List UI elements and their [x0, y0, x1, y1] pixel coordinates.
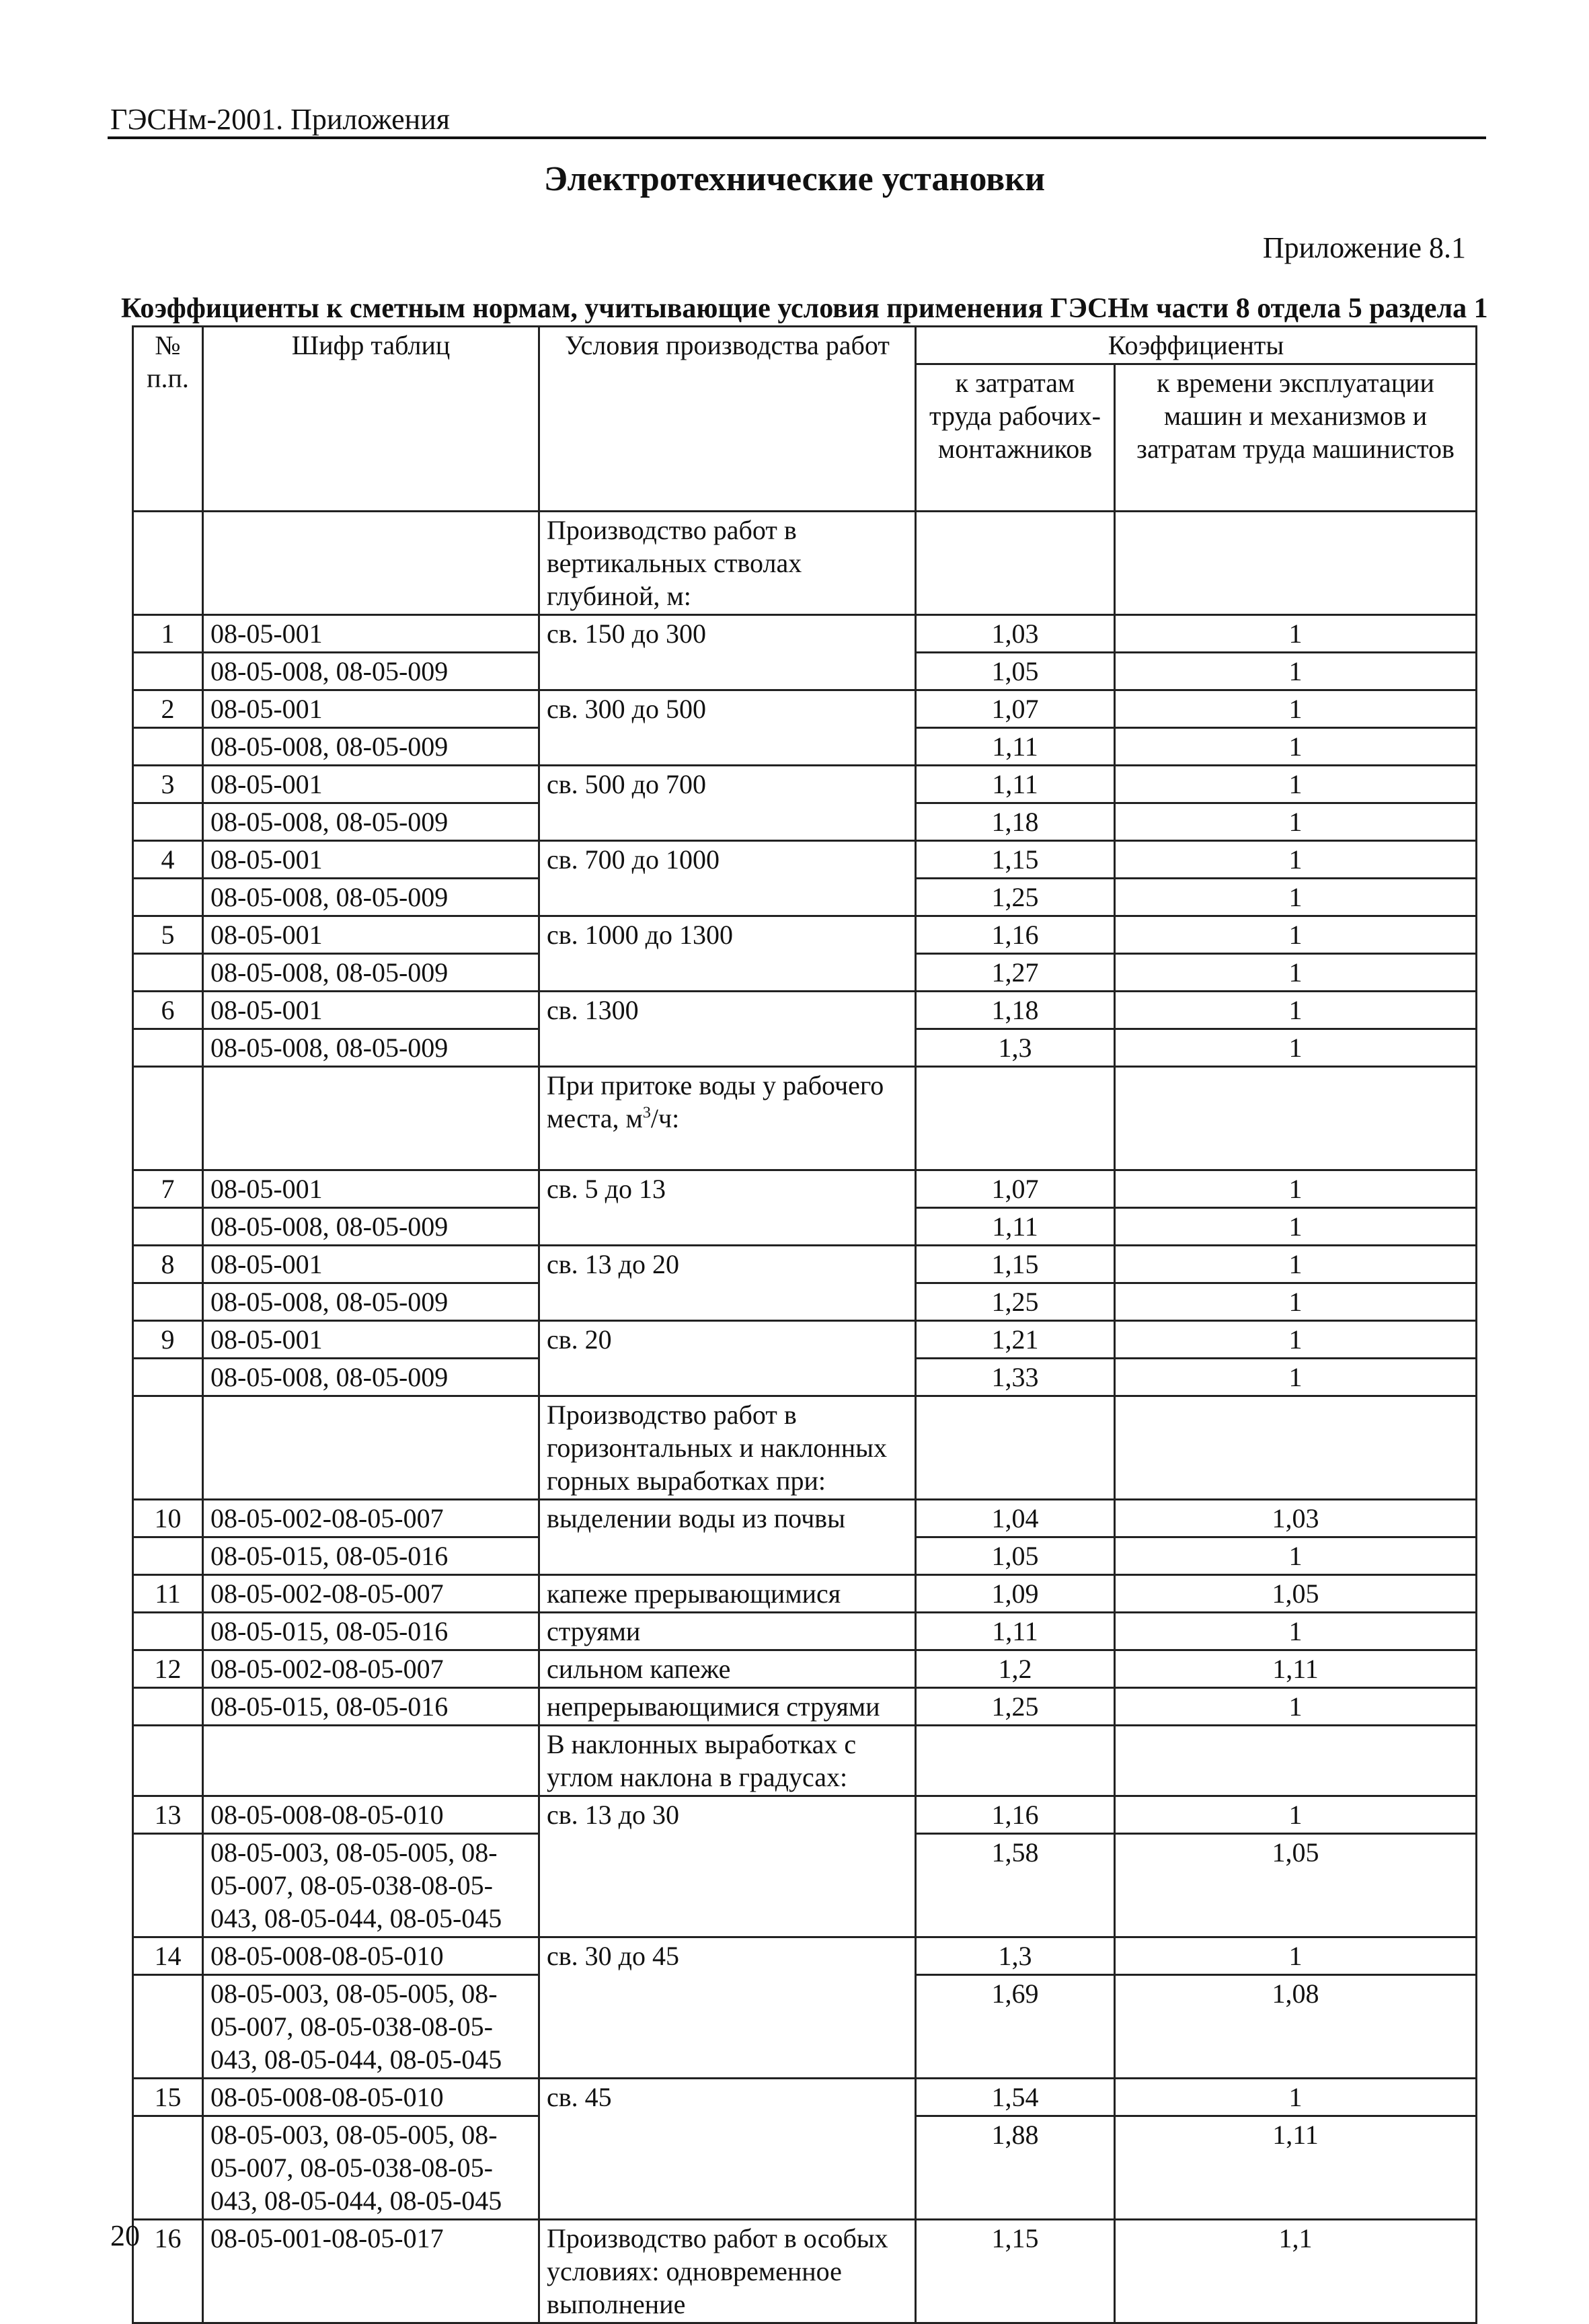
labor-coefficient: 1,25	[916, 1283, 1115, 1321]
row-number	[133, 1688, 203, 1726]
labor-coefficient: 1,88	[916, 2116, 1115, 2220]
labor-coefficient: 1,15	[916, 1246, 1115, 1283]
section-heading-water-text: При притоке воды у рабочего места, м	[547, 1070, 884, 1133]
table-row	[133, 1688, 1477, 1726]
condition: струями	[539, 1613, 916, 1650]
table-code: 08-05-008-08-05-010	[203, 1796, 539, 1834]
machine-coefficient: 1,03	[1115, 1500, 1477, 1537]
table-code: 08-05-001-08-05-017	[203, 2220, 539, 2323]
empty-cell	[1115, 1726, 1477, 1796]
table-row	[133, 916, 1477, 954]
empty-cell	[1115, 1067, 1477, 1170]
condition: св. 500 до 700	[539, 766, 916, 841]
table-row	[133, 1937, 1477, 1975]
row-number: 1	[133, 615, 203, 653]
header-coefficients: Коэффициенты	[916, 327, 1477, 364]
table-code: 08-05-001	[203, 615, 539, 653]
condition: св. 1300	[539, 992, 916, 1067]
table-code: 08-05-008, 08-05-009	[203, 728, 539, 766]
machine-coefficient: 1,05	[1115, 1575, 1477, 1613]
machine-coefficient: 1	[1115, 1321, 1477, 1359]
table-code: 08-05-001	[203, 766, 539, 803]
table-row	[133, 1796, 1477, 1834]
table-row	[133, 841, 1477, 879]
labor-coefficient: 1,03	[916, 615, 1115, 653]
row-number: 10	[133, 1500, 203, 1537]
row-number: 2	[133, 690, 203, 728]
machine-coefficient: 1,11	[1115, 2116, 1477, 2220]
section-heading-horizontal: Производство работ в горизонтальных и наклонных горных выработках при:	[539, 1396, 916, 1500]
labor-coefficient: 1,05	[916, 1537, 1115, 1575]
row-number	[133, 954, 203, 992]
empty-cell	[203, 1396, 539, 1500]
row-number	[133, 1359, 203, 1396]
row-number: 11	[133, 1575, 203, 1613]
empty-cell	[1115, 512, 1477, 615]
machine-coefficient: 1	[1115, 766, 1477, 803]
section-row	[133, 1396, 1477, 1500]
row-number	[133, 653, 203, 690]
appendix-label: Приложение 8.1	[1262, 231, 1466, 264]
row-number	[133, 1537, 203, 1575]
table-row	[133, 1170, 1477, 1208]
empty-cell	[916, 1726, 1115, 1796]
table-code: 08-05-001	[203, 1321, 539, 1359]
row-number	[133, 803, 203, 841]
section-heading-inclined: В наклонных выработках с углом наклона в градусах:	[539, 1726, 916, 1796]
section-row	[133, 1067, 1477, 1170]
table-code: 08-05-003, 08-05-005, 08-05-007, 08-05-038-08-05-043, 08-05-044, 08-05-045	[203, 2116, 539, 2220]
labor-coefficient: 1,33	[916, 1359, 1115, 1396]
machine-coefficient: 1	[1115, 1359, 1477, 1396]
machine-coefficient: 1	[1115, 690, 1477, 728]
table-row	[133, 766, 1477, 803]
coefficients-table	[132, 325, 1477, 2324]
row-number: 12	[133, 1650, 203, 1688]
row-number	[133, 1834, 203, 1937]
row-number: 14	[133, 1937, 203, 1975]
machine-coefficient: 1	[1115, 954, 1477, 992]
labor-coefficient: 1,25	[916, 879, 1115, 916]
machine-coefficient: 1	[1115, 1208, 1477, 1246]
table-row	[133, 2079, 1477, 2116]
condition: св. 30 до 45	[539, 1937, 916, 2079]
empty-cell	[133, 1067, 203, 1170]
table-code: 08-05-001	[203, 841, 539, 879]
machine-coefficient: 1	[1115, 1029, 1477, 1067]
row-number	[133, 1208, 203, 1246]
machine-coefficient: 1	[1115, 2079, 1477, 2116]
table-code: 08-05-001	[203, 690, 539, 728]
labor-coefficient: 1,07	[916, 1170, 1115, 1208]
table-code: 08-05-002-08-05-007	[203, 1500, 539, 1537]
machine-coefficient: 1	[1115, 879, 1477, 916]
table-code: 08-05-008, 08-05-009	[203, 954, 539, 992]
machine-coefficient: 1	[1115, 1688, 1477, 1726]
labor-coefficient: 1,3	[916, 1029, 1115, 1067]
labor-coefficient: 1,05	[916, 653, 1115, 690]
machine-coefficient: 1	[1115, 992, 1477, 1029]
condition: св. 13 до 30	[539, 1796, 916, 1937]
row-number: 15	[133, 2079, 203, 2116]
labor-coefficient: 1,69	[916, 1975, 1115, 2079]
row-number	[133, 879, 203, 916]
table-code: 08-05-001	[203, 916, 539, 954]
row-number: 16	[133, 2220, 203, 2323]
labor-coefficient: 1,18	[916, 992, 1115, 1029]
table-code: 08-05-008, 08-05-009	[203, 1029, 539, 1067]
condition: св. 20	[539, 1321, 916, 1396]
condition: Производство работ в особых условиях: одновременное выполнение	[539, 2220, 916, 2323]
table-row	[133, 1321, 1477, 1359]
section-title: Электротехнические установки	[543, 160, 1046, 198]
condition: св. 150 до 300	[539, 615, 916, 690]
table-code: 08-05-008, 08-05-009	[203, 1208, 539, 1246]
header-conditions: Условия производства работ	[539, 327, 916, 512]
machine-coefficient: 1	[1115, 653, 1477, 690]
table-code: 08-05-008, 08-05-009	[203, 879, 539, 916]
empty-cell	[916, 1067, 1115, 1170]
table-code: 08-05-008-08-05-010	[203, 1937, 539, 1975]
table-code: 08-05-008, 08-05-009	[203, 653, 539, 690]
condition: св. 45	[539, 2079, 916, 2220]
table-code: 08-05-003, 08-05-005, 08-05-007, 08-05-038-08-05-043, 08-05-044, 08-05-045	[203, 1975, 539, 2079]
row-number: 9	[133, 1321, 203, 1359]
labor-coefficient: 1,21	[916, 1321, 1115, 1359]
table-code: 08-05-015, 08-05-016	[203, 1537, 539, 1575]
table-row	[133, 1246, 1477, 1283]
table-code: 08-05-001	[203, 992, 539, 1029]
machine-coefficient: 1,1	[1115, 2220, 1477, 2323]
machine-coefficient: 1	[1115, 1796, 1477, 1834]
header-code: Шифр таблиц	[203, 327, 539, 512]
table-code: 08-05-003, 08-05-005, 08-05-007, 08-05-038-08-05-043, 08-05-044, 08-05-045	[203, 1834, 539, 1937]
machine-coefficient: 1	[1115, 1613, 1477, 1650]
condition: св. 700 до 1000	[539, 841, 916, 916]
table-row	[133, 1500, 1477, 1537]
machine-coefficient: 1	[1115, 728, 1477, 766]
condition: выделении воды из почвы	[539, 1500, 916, 1575]
row-number: 3	[133, 766, 203, 803]
labor-coefficient: 1,54	[916, 2079, 1115, 2116]
table-row	[133, 2220, 1477, 2323]
machine-coefficient: 1,11	[1115, 1650, 1477, 1688]
row-number: 5	[133, 916, 203, 954]
labor-coefficient: 1,11	[916, 728, 1115, 766]
labor-coefficient: 1,09	[916, 1575, 1115, 1613]
table-code: 08-05-001	[203, 1170, 539, 1208]
table-row	[133, 1650, 1477, 1688]
row-number: 8	[133, 1246, 203, 1283]
table-code: 08-05-008-08-05-010	[203, 2079, 539, 2116]
condition: св. 300 до 500	[539, 690, 916, 766]
condition: сильном капеже	[539, 1650, 916, 1688]
running-head: ГЭСНм-2001. Приложения	[110, 103, 450, 136]
empty-cell	[1115, 1396, 1477, 1500]
table-row	[133, 1613, 1477, 1650]
table-row	[133, 690, 1477, 728]
empty-cell	[203, 512, 539, 615]
labor-coefficient: 1,16	[916, 916, 1115, 954]
empty-cell	[916, 512, 1115, 615]
row-number: 4	[133, 841, 203, 879]
table-code: 08-05-002-08-05-007	[203, 1650, 539, 1688]
empty-cell	[203, 1726, 539, 1796]
labor-coefficient: 1,2	[916, 1650, 1115, 1688]
section-heading-water-unit: /ч:	[650, 1103, 680, 1133]
header-machines: к времени эксплуатации машин и механизмов и затратам труда машинистов	[1115, 364, 1477, 512]
row-number: 13	[133, 1796, 203, 1834]
empty-cell	[203, 1067, 539, 1170]
row-number: 7	[133, 1170, 203, 1208]
row-number	[133, 1613, 203, 1650]
header-labor: к затратам труда рабочих-монтажников	[916, 364, 1115, 512]
labor-coefficient: 1,07	[916, 690, 1115, 728]
condition: непрерывающимися струями	[539, 1688, 916, 1726]
table-row	[133, 992, 1477, 1029]
labor-coefficient: 1,04	[916, 1500, 1115, 1537]
table-code: 08-05-008, 08-05-009	[203, 1283, 539, 1321]
header-num: № п.п.	[133, 327, 203, 512]
table-row	[133, 1575, 1477, 1613]
row-number: 6	[133, 992, 203, 1029]
table-code: 08-05-008, 08-05-009	[203, 1359, 539, 1396]
machine-coefficient: 1,05	[1115, 1834, 1477, 1937]
labor-coefficient: 1,15	[916, 2220, 1115, 2323]
unit-superscript: 3	[642, 1104, 651, 1122]
empty-cell	[133, 1396, 203, 1500]
row-number	[133, 2116, 203, 2220]
table-code: 08-05-008, 08-05-009	[203, 803, 539, 841]
labor-coefficient: 1,16	[916, 1796, 1115, 1834]
labor-coefficient: 1,11	[916, 766, 1115, 803]
machine-coefficient: 1	[1115, 916, 1477, 954]
machine-coefficient: 1	[1115, 841, 1477, 879]
labor-coefficient: 1,18	[916, 803, 1115, 841]
row-number	[133, 728, 203, 766]
machine-coefficient: 1	[1115, 803, 1477, 841]
condition: капеже прерывающимися	[539, 1575, 916, 1613]
table-caption: Коэффициенты к сметным нормам, учитывающие условия применения ГЭСНм части 8 отдела 5 раздела 1	[121, 293, 1488, 324]
labor-coefficient: 1,27	[916, 954, 1115, 992]
condition: св. 13 до 20	[539, 1246, 916, 1321]
labor-coefficient: 1,11	[916, 1613, 1115, 1650]
header-rule	[108, 136, 1486, 139]
labor-coefficient: 1,15	[916, 841, 1115, 879]
section-row	[133, 1726, 1477, 1796]
empty-cell	[916, 1396, 1115, 1500]
table-code: 08-05-001	[203, 1246, 539, 1283]
machine-coefficient: 1	[1115, 1170, 1477, 1208]
machine-coefficient: 1	[1115, 1283, 1477, 1321]
table-code: 08-05-015, 08-05-016	[203, 1688, 539, 1726]
machine-coefficient: 1	[1115, 1537, 1477, 1575]
table-code: 08-05-002-08-05-007	[203, 1575, 539, 1613]
section-row	[133, 512, 1477, 615]
condition: св. 5 до 13	[539, 1170, 916, 1246]
section-heading-vertical: Производство работ в вертикальных стволах глубиной, м:	[539, 512, 916, 615]
machine-coefficient: 1,08	[1115, 1975, 1477, 2079]
labor-coefficient: 1,11	[916, 1208, 1115, 1246]
labor-coefficient: 1,3	[916, 1937, 1115, 1975]
condition: св. 1000 до 1300	[539, 916, 916, 992]
row-number	[133, 1283, 203, 1321]
section-heading-water	[539, 1067, 916, 1170]
empty-cell	[133, 512, 203, 615]
table-code: 08-05-015, 08-05-016	[203, 1613, 539, 1650]
row-number	[133, 1975, 203, 2079]
machine-coefficient: 1	[1115, 615, 1477, 653]
machine-coefficient: 1	[1115, 1937, 1477, 1975]
machine-coefficient: 1	[1115, 1246, 1477, 1283]
page-number: 20	[110, 2219, 140, 2252]
labor-coefficient: 1,58	[916, 1834, 1115, 1937]
empty-cell	[133, 1726, 203, 1796]
table-row	[133, 615, 1477, 653]
row-number	[133, 1029, 203, 1067]
labor-coefficient: 1,25	[916, 1688, 1115, 1726]
